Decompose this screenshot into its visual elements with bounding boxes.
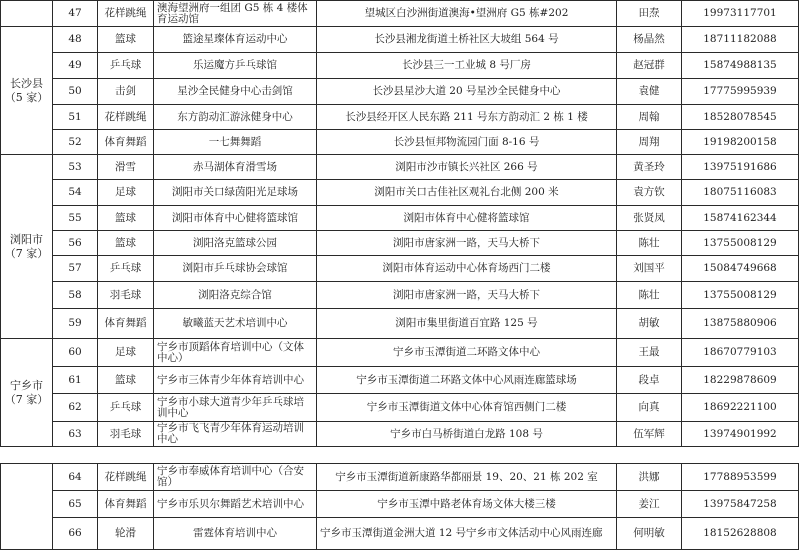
contact-cell: 胡敏 bbox=[617, 309, 682, 339]
address-cell: 宁乡市玉潭街道二环路文体中心 bbox=[317, 339, 617, 367]
table-row bbox=[1, 464, 799, 491]
region-cell: 宁乡市（7 家） bbox=[1, 339, 53, 447]
contact-cell: 何明敏 bbox=[617, 518, 682, 550]
venue-cell: 宁乡市飞飞青少年体育运动培训中心 bbox=[154, 422, 317, 447]
table-row bbox=[1, 256, 799, 282]
venue-cell: 浏阳市关口绿茵阳光足球场 bbox=[154, 180, 317, 206]
table-row bbox=[1, 422, 799, 447]
phone-cell: 15874162344 bbox=[682, 206, 799, 231]
address-cell: 浏阳市唐家洲一路，天马大桥下 bbox=[317, 282, 617, 309]
phone-cell: 13975847258 bbox=[682, 491, 799, 518]
row-number: 50 bbox=[53, 79, 98, 105]
contact-cell: 袁健 bbox=[617, 79, 682, 105]
table-row bbox=[1, 367, 799, 394]
venue-cell: 赤马湖体育滑雪场 bbox=[154, 155, 317, 180]
address-cell: 宁乡市玉潭中路老体育场文体大楼三楼 bbox=[317, 491, 617, 518]
contact-cell: 刘国平 bbox=[617, 256, 682, 282]
contact-cell: 袁方钦 bbox=[617, 180, 682, 206]
address-cell: 长沙县星沙大道 20 号星沙全民健身中心 bbox=[317, 79, 617, 105]
phone-cell: 18670779103 bbox=[682, 339, 799, 367]
venue-cell: 浏阳洛克篮球公园 bbox=[154, 231, 317, 256]
table-row bbox=[1, 53, 799, 79]
table-row bbox=[1, 339, 799, 367]
address-cell: 浏阳市体育中心健将篮球馆 bbox=[317, 206, 617, 231]
table-row bbox=[1, 155, 799, 180]
row-number: 47 bbox=[53, 1, 98, 27]
phone-cell: 18229878609 bbox=[682, 367, 799, 394]
venue-table-top-body bbox=[1, 1, 799, 447]
table-row bbox=[1, 231, 799, 256]
row-number: 54 bbox=[53, 180, 98, 206]
phone-cell: 19198200158 bbox=[682, 130, 799, 155]
table-row bbox=[1, 79, 799, 105]
table-row bbox=[1, 130, 799, 155]
row-number: 48 bbox=[53, 27, 98, 53]
address-cell: 宁乡市玉潭街道二环路文体中心风雨连廊篮球场 bbox=[317, 367, 617, 394]
table-row bbox=[1, 394, 799, 422]
region-cell bbox=[1, 464, 53, 550]
venue-cell: 宁乡市三体青少年体育培训中心 bbox=[154, 367, 317, 394]
phone-cell: 13755008129 bbox=[682, 282, 799, 309]
table-row bbox=[1, 491, 799, 518]
sport-cell: 滑雪 bbox=[98, 155, 154, 180]
row-number: 64 bbox=[53, 464, 98, 491]
phone-cell: 18075116083 bbox=[682, 180, 799, 206]
row-number: 51 bbox=[53, 105, 98, 130]
address-cell: 宁乡市玉潭街道新康路华都丽景 19、20、21 栋 202 室 bbox=[317, 464, 617, 491]
address-cell: 长沙县经开区人民东路 211 号东方韵动汇 2 栋 1 楼 bbox=[317, 105, 617, 130]
sport-cell: 篮球 bbox=[98, 231, 154, 256]
row-number: 56 bbox=[53, 231, 98, 256]
address-cell: 望城区白沙洲街道澳海•望洲府 G5 栋#202 bbox=[317, 1, 617, 27]
row-number: 63 bbox=[53, 422, 98, 447]
phone-cell: 18152628808 bbox=[682, 518, 799, 550]
phone-cell: 13755008129 bbox=[682, 231, 799, 256]
region-cell: 浏阳市（7 家） bbox=[1, 155, 53, 339]
contact-cell: 王最 bbox=[617, 339, 682, 367]
address-cell: 长沙县三一工业城 8 号厂房 bbox=[317, 53, 617, 79]
venue-cell: 宁乡市小球大道青少年乒乓球培训中心 bbox=[154, 394, 317, 422]
venue-cell: 浏阳洛克综合馆 bbox=[154, 282, 317, 309]
table-row bbox=[1, 206, 799, 231]
page-break bbox=[0, 451, 800, 463]
table-row bbox=[1, 518, 799, 550]
sport-cell: 足球 bbox=[98, 180, 154, 206]
address-cell: 浏阳市唐家洲一路，天马大桥下 bbox=[317, 231, 617, 256]
table-row bbox=[1, 27, 799, 53]
venue-table-bottom bbox=[0, 463, 799, 550]
address-cell: 浏阳市沙市镇长兴社区 266 号 bbox=[317, 155, 617, 180]
contact-cell: 陈壮 bbox=[617, 231, 682, 256]
row-number: 65 bbox=[53, 491, 98, 518]
phone-cell: 17788953599 bbox=[682, 464, 799, 491]
table-row bbox=[1, 105, 799, 130]
sport-cell: 体育舞蹈 bbox=[98, 309, 154, 339]
sport-cell: 击剑 bbox=[98, 79, 154, 105]
address-cell: 浏阳市体育运动中心体育场西门二楼 bbox=[317, 256, 617, 282]
phone-cell: 18711182088 bbox=[682, 27, 799, 53]
table-row bbox=[1, 282, 799, 309]
region-cell bbox=[1, 1, 53, 27]
address-cell: 浏阳市关口古佳社区观礼台北侧 200 米 bbox=[317, 180, 617, 206]
contact-cell: 洪娜 bbox=[617, 464, 682, 491]
venue-cell: 乐运魔方乒乓球馆 bbox=[154, 53, 317, 79]
sport-cell: 乒乓球 bbox=[98, 256, 154, 282]
row-number: 49 bbox=[53, 53, 98, 79]
phone-cell: 18692221100 bbox=[682, 394, 799, 422]
sport-cell: 轮滑 bbox=[98, 518, 154, 550]
row-number: 62 bbox=[53, 394, 98, 422]
venue-cell: 宁乡市乐贝尔舞蹈艺术培训中心 bbox=[154, 491, 317, 518]
address-cell: 长沙县湘龙街道土桥社区大坡组 564 号 bbox=[317, 27, 617, 53]
sport-cell: 足球 bbox=[98, 339, 154, 367]
contact-cell: 姜江 bbox=[617, 491, 682, 518]
sport-cell: 体育舞蹈 bbox=[98, 491, 154, 518]
table-row bbox=[1, 1, 799, 27]
sport-cell: 羽毛球 bbox=[98, 282, 154, 309]
contact-cell: 张贤凤 bbox=[617, 206, 682, 231]
venue-cell: 星沙全民健身中心击剑馆 bbox=[154, 79, 317, 105]
sport-cell: 花样跳绳 bbox=[98, 105, 154, 130]
sport-cell: 篮球 bbox=[98, 27, 154, 53]
venue-cell: 宁乡市奉威体育培训中心（合安馆） bbox=[154, 464, 317, 491]
phone-cell: 13875880906 bbox=[682, 309, 799, 339]
sport-cell: 篮球 bbox=[98, 367, 154, 394]
phone-cell: 17775995939 bbox=[682, 79, 799, 105]
sport-cell: 乒乓球 bbox=[98, 394, 154, 422]
region-cell: 长沙县（5 家） bbox=[1, 27, 53, 155]
row-number: 55 bbox=[53, 206, 98, 231]
phone-cell: 15874988135 bbox=[682, 53, 799, 79]
phone-cell: 19973117701 bbox=[682, 1, 799, 27]
phone-cell: 18528078545 bbox=[682, 105, 799, 130]
venue-cell: 一七舞舞蹈 bbox=[154, 130, 317, 155]
table-row bbox=[1, 309, 799, 339]
sport-cell: 体育舞蹈 bbox=[98, 130, 154, 155]
phone-cell: 13974901992 bbox=[682, 422, 799, 447]
contact-cell: 田焘 bbox=[617, 1, 682, 27]
venue-table-bottom-body bbox=[1, 464, 799, 550]
sport-cell: 乒乓球 bbox=[98, 53, 154, 79]
contact-cell: 赵冠群 bbox=[617, 53, 682, 79]
sport-cell: 花样跳绳 bbox=[98, 464, 154, 491]
contact-cell: 杨晶然 bbox=[617, 27, 682, 53]
contact-cell: 黄圣玲 bbox=[617, 155, 682, 180]
row-number: 58 bbox=[53, 282, 98, 309]
venue-cell: 澳海望洲府一组团 G5 栋 4 楼体育运动馆 bbox=[154, 1, 317, 27]
address-cell: 宁乡市玉潭街道文体中心体育馆西侧门二楼 bbox=[317, 394, 617, 422]
venue-cell: 浏阳市乒乓球协会球馆 bbox=[154, 256, 317, 282]
table-row bbox=[1, 180, 799, 206]
row-number: 57 bbox=[53, 256, 98, 282]
contact-cell: 伍军辉 bbox=[617, 422, 682, 447]
row-number: 61 bbox=[53, 367, 98, 394]
sport-cell: 花样跳绳 bbox=[98, 1, 154, 27]
contact-cell: 陈壮 bbox=[617, 282, 682, 309]
contact-cell: 周翰 bbox=[617, 105, 682, 130]
row-number: 53 bbox=[53, 155, 98, 180]
row-number: 60 bbox=[53, 339, 98, 367]
contact-cell: 向真 bbox=[617, 394, 682, 422]
row-number: 59 bbox=[53, 309, 98, 339]
venue-cell: 宁乡市顶蹈体育培训中心（文体中心） bbox=[154, 339, 317, 367]
address-cell: 浏阳市集里街道百宜路 125 号 bbox=[317, 309, 617, 339]
address-cell: 长沙县恒邦物流园门面 8-16 号 bbox=[317, 130, 617, 155]
venue-cell: 篮途星璨体育运动中心 bbox=[154, 27, 317, 53]
phone-cell: 15084749668 bbox=[682, 256, 799, 282]
sport-cell: 篮球 bbox=[98, 206, 154, 231]
contact-cell: 段卓 bbox=[617, 367, 682, 394]
phone-cell: 13975191686 bbox=[682, 155, 799, 180]
contact-cell: 周翔 bbox=[617, 130, 682, 155]
sport-cell: 羽毛球 bbox=[98, 422, 154, 447]
address-cell: 宁乡市玉潭街道金洲大道 12 号宁乡市文体活动中心风雨连廊 bbox=[317, 518, 617, 550]
row-number: 66 bbox=[53, 518, 98, 550]
venue-cell: 雷霆体育培训中心 bbox=[154, 518, 317, 550]
venue-cell: 敏曦蓝天艺术培训中心 bbox=[154, 309, 317, 339]
venue-cell: 东方韵动汇游泳健身中心 bbox=[154, 105, 317, 130]
row-number: 52 bbox=[53, 130, 98, 155]
address-cell: 宁乡市白马桥街道白龙路 108 号 bbox=[317, 422, 617, 447]
venue-cell: 浏阳市体育中心健将篮球馆 bbox=[154, 206, 317, 231]
